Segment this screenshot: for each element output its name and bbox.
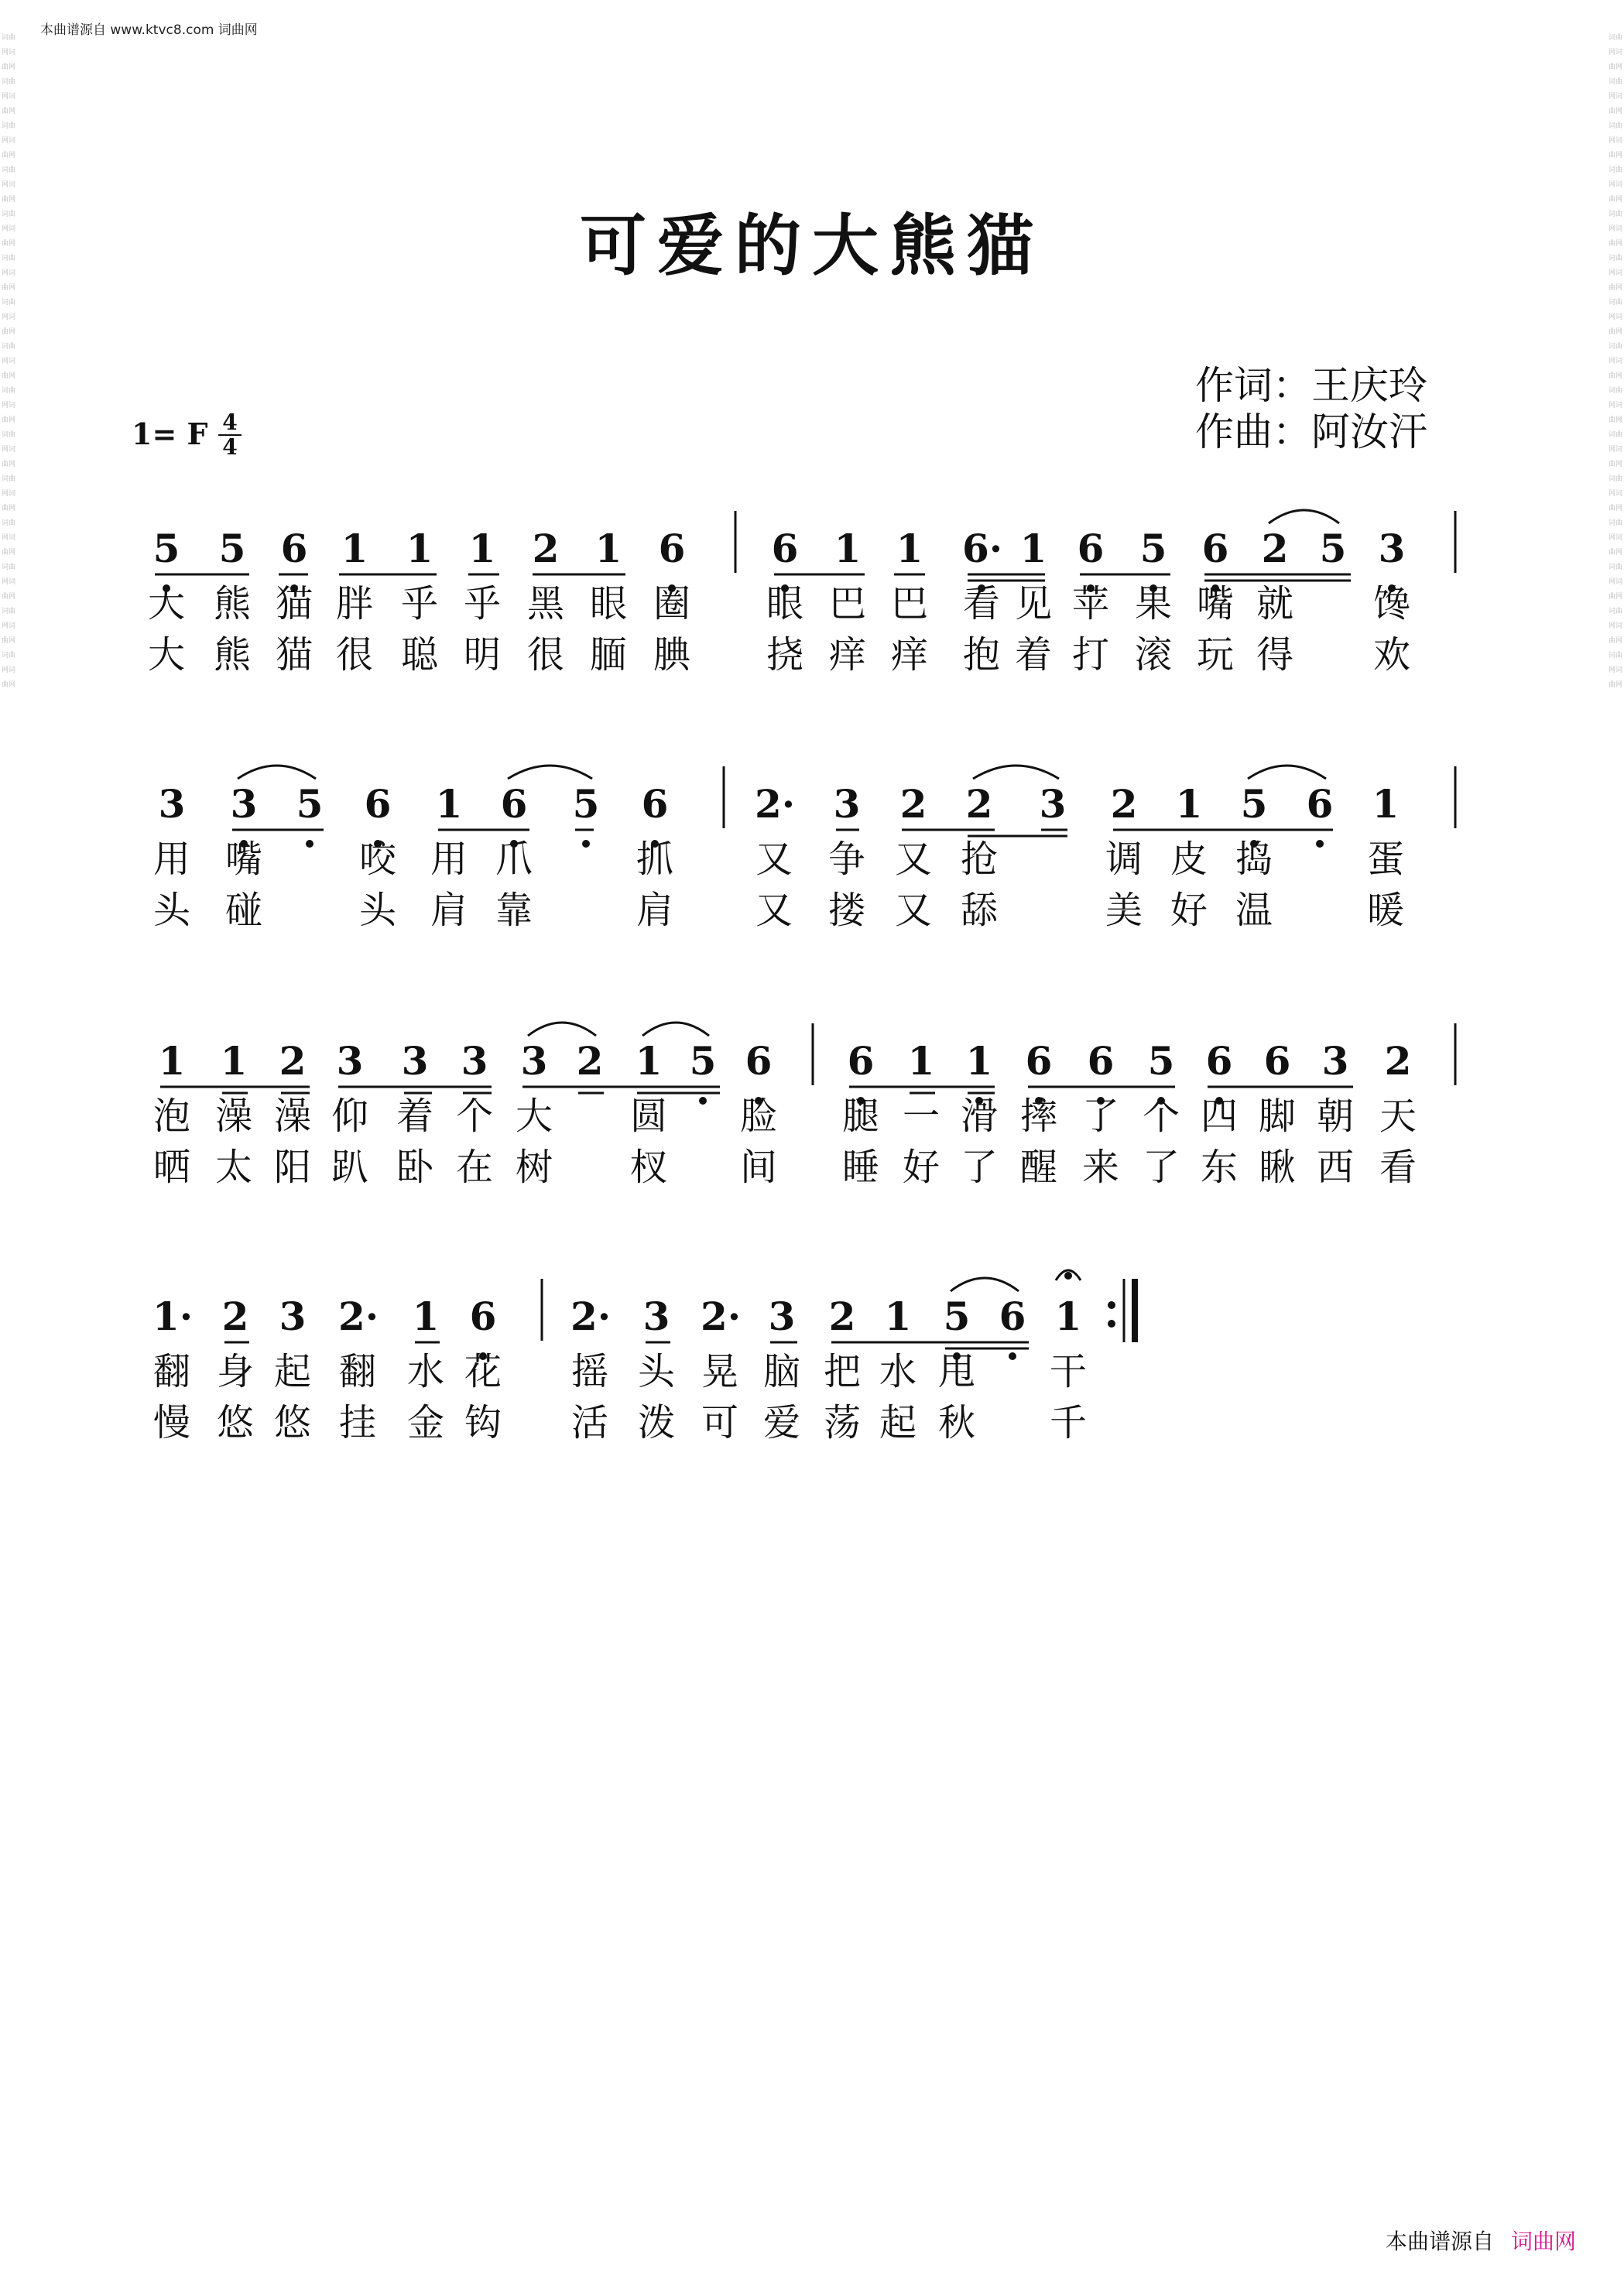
lyric-verse-2: 欢	[1372, 633, 1410, 677]
lyric-verse-2: 舔	[960, 889, 998, 932]
note: 2	[532, 526, 560, 571]
lyric-verse-1: 一	[902, 1095, 940, 1138]
note: 1	[158, 1038, 186, 1084]
time-bottom: 4	[222, 434, 238, 460]
slur-mark	[238, 766, 316, 779]
low-octave-dot	[306, 840, 313, 848]
note: 1	[635, 1038, 663, 1084]
note: 1	[907, 1038, 935, 1084]
source-header: 本曲谱源自 www.ktvc8.com 词曲网	[40, 22, 258, 38]
note: 3	[401, 1038, 429, 1084]
note: 5	[943, 1293, 971, 1339]
note: 6·	[962, 526, 1003, 571]
note: 2	[899, 781, 927, 827]
note: 1	[1054, 1293, 1082, 1339]
lyric-verse-1: 又	[894, 838, 932, 881]
note: 3	[768, 1293, 796, 1339]
side-watermark-right: 词曲网词曲网词曲网词曲网词曲网词曲网词曲网词曲网词曲网词曲网词曲网词曲网词曲网词曲网词曲网词曲网词曲网词曲网词曲网词曲网词曲网词曲网词曲网词曲网词曲网词曲网词曲网词曲网词曲网词曲网	[1609, 34, 1623, 689]
lyric-verse-2: 醒	[1019, 1146, 1057, 1189]
lyric-verse-2: 好	[1170, 889, 1208, 932]
lyric-verse-1: 馋	[1372, 582, 1410, 625]
lyric-verse-2: 靠	[495, 889, 533, 932]
lyric-verse-1: 滑	[960, 1095, 998, 1138]
note: 3	[336, 1038, 364, 1084]
note: 5	[689, 1038, 717, 1084]
song-title: 可爱的大熊猫	[580, 207, 1044, 285]
note: 6	[1087, 1038, 1115, 1084]
slur-mark	[1269, 510, 1339, 523]
lyric-verse-2: 荡	[823, 1401, 861, 1444]
lyric-verse-2: 慢	[152, 1401, 190, 1444]
lyric-verse-1: 咬	[358, 838, 396, 881]
lyric-verse-1: 把	[823, 1350, 861, 1393]
lyric-verse-2: 很	[526, 633, 564, 677]
lyric-verse-2: 杈	[629, 1146, 667, 1189]
lyric-verse-1: 胖	[335, 582, 373, 625]
lyric-verse-1: 澡	[214, 1095, 252, 1138]
slur-mark	[508, 766, 592, 779]
lyric-verse-1: 熊	[213, 582, 251, 625]
lyric-verse-2: 西	[1316, 1146, 1354, 1189]
lyric-verse-2: 很	[335, 633, 373, 677]
lyric-verse-1: 摇	[570, 1350, 608, 1393]
lyric-verse-2: 明	[463, 633, 501, 677]
note: 2	[576, 1038, 604, 1084]
note: 2·	[570, 1293, 612, 1339]
lyric-verse-2: 好	[902, 1146, 940, 1189]
note: 2	[221, 1293, 249, 1339]
note: 6	[745, 1038, 773, 1084]
lyric-verse-1: 摔	[1019, 1095, 1057, 1138]
footer	[1386, 2225, 1576, 2256]
lyric-verse-1: 水	[406, 1350, 444, 1393]
note: 2	[1261, 526, 1289, 571]
lyric-verse-2: 阳	[273, 1146, 311, 1189]
note: 2·	[338, 1293, 379, 1339]
lyric-verse-2: 挠	[766, 633, 803, 677]
note: 5	[1240, 781, 1268, 827]
note: 1	[1019, 526, 1047, 571]
note: 2·	[701, 1293, 742, 1339]
lyric-verse-1: 抓	[636, 838, 673, 881]
lyric-verse-2: 千	[1049, 1401, 1087, 1444]
note: 2	[279, 1038, 307, 1084]
lyricist-credit: 作词：王庆玲	[1195, 363, 1427, 408]
note: 6	[280, 526, 308, 571]
note: 6	[999, 1293, 1026, 1339]
note: 5	[1139, 526, 1167, 571]
lyric-verse-1: 乎	[400, 582, 438, 625]
note: 3	[230, 781, 258, 827]
note: 3	[1039, 781, 1067, 827]
lyric-verse-1: 水	[879, 1350, 916, 1393]
low-octave-dot	[1009, 1352, 1016, 1360]
side-watermark-left: 词曲网词曲网词曲网词曲网词曲网词曲网词曲网词曲网词曲网词曲网词曲网词曲网词曲网词曲网词曲网词曲网词曲网词曲网词曲网词曲网词曲网词曲网词曲网词曲网词曲网词曲网词曲网词曲网词曲网词曲网	[2, 34, 16, 689]
lyric-verse-1: 又	[755, 838, 793, 881]
lyric-verse-2: 挂	[338, 1401, 376, 1444]
note: 6	[1263, 1038, 1291, 1084]
lyric-verse-1: 看	[962, 582, 1000, 625]
note: 2	[1384, 1038, 1412, 1084]
lyric-verse-2: 温	[1235, 889, 1273, 932]
lyric-verse-1: 脑	[762, 1350, 800, 1393]
lyric-verse-1: 头	[637, 1350, 675, 1393]
lyric-verse-1: 猫	[275, 582, 313, 625]
slur-mark	[951, 1278, 1019, 1291]
lyric-verse-2: 东	[1200, 1146, 1238, 1189]
key-signature: 1= F	[132, 416, 208, 451]
lyric-verse-2: 美	[1105, 889, 1143, 932]
lyric-verse-1: 身	[216, 1350, 254, 1393]
slur-mark	[973, 766, 1059, 779]
note: 1	[435, 781, 463, 827]
note: 1	[896, 526, 923, 571]
note: 3	[279, 1293, 307, 1339]
lyric-verse-1: 天	[1379, 1095, 1417, 1138]
note: 6	[1306, 781, 1334, 827]
lyric-verse-1: 眼	[589, 582, 627, 625]
note: 1	[594, 526, 622, 571]
lyric-verse-1: 翻	[338, 1350, 376, 1393]
lyric-verse-1: 调	[1105, 838, 1143, 881]
lyric-verse-1: 巴	[828, 582, 866, 625]
lyric-verse-2: 搂	[827, 889, 865, 932]
lyric-verse-1: 捣	[1235, 838, 1273, 881]
lyric-verse-2: 玩	[1196, 633, 1234, 677]
time-top: 4	[222, 409, 238, 435]
note: 5	[218, 526, 246, 571]
lyric-verse-2: 痒	[828, 633, 866, 677]
lyric-verse-2: 熊	[213, 633, 251, 677]
lyric-verse-1: 四	[1200, 1095, 1238, 1138]
lyric-verse-2: 头	[358, 889, 396, 932]
note: 5	[296, 781, 324, 827]
lyric-verse-2: 爱	[762, 1401, 800, 1444]
lyric-verse-2: 活	[570, 1401, 608, 1444]
lyric-verse-1: 大	[147, 582, 185, 625]
lyric-verse-1: 晃	[701, 1350, 738, 1393]
slur-mark	[1248, 766, 1326, 779]
lyric-verse-1: 腿	[841, 1095, 879, 1138]
lyric-verse-2: 抱	[962, 633, 1000, 677]
lyric-verse-2: 晒	[152, 1146, 190, 1189]
note: 1	[1372, 781, 1400, 827]
lyric-verse-2: 猫	[275, 633, 313, 677]
lyric-verse-2: 肩	[430, 889, 468, 932]
lyric-verse-1: 乎	[463, 582, 501, 625]
lyric-verse-1: 甩	[937, 1350, 975, 1393]
lyric-verse-1: 用	[430, 838, 468, 881]
lyric-verse-1: 用	[152, 838, 190, 881]
note: 5	[152, 526, 180, 571]
lyric-verse-2: 太	[214, 1146, 252, 1189]
lyric-verse-2: 碰	[224, 889, 262, 932]
lyric-verse-2: 来	[1081, 1146, 1119, 1189]
note: 5	[1147, 1038, 1175, 1084]
lyric-verse-2: 打	[1071, 633, 1109, 677]
note: 3	[520, 1038, 548, 1084]
lyric-verse-2: 肩	[636, 889, 673, 932]
lyric-verse-1: 翻	[152, 1350, 190, 1393]
lyric-verse-1: 圆	[629, 1095, 667, 1138]
lyric-verse-1: 干	[1049, 1350, 1087, 1393]
note: 5	[572, 781, 600, 827]
lyric-verse-2: 又	[894, 889, 932, 932]
fermata-dot	[1064, 1272, 1072, 1280]
lyric-verse-2: 了	[960, 1146, 998, 1189]
lyric-verse-1: 圈	[653, 582, 690, 625]
composer-credit: 作曲：阿汝汗	[1195, 409, 1427, 454]
lyric-verse-1: 澡	[273, 1095, 311, 1138]
lyric-verse-2: 得	[1256, 633, 1293, 677]
slur-mark	[642, 1023, 709, 1036]
low-octave-dot	[582, 840, 590, 848]
note: 3	[1378, 526, 1406, 571]
note: 6	[641, 781, 669, 827]
lyric-verse-1: 眼	[766, 582, 803, 625]
note: 2	[965, 781, 993, 827]
lyric-verse-2: 卧	[396, 1146, 433, 1189]
lyric-verse-1: 苹	[1071, 582, 1109, 625]
note: 1	[834, 526, 862, 571]
note: 6	[1025, 1038, 1053, 1084]
lyric-verse-1: 皮	[1170, 838, 1208, 881]
note: 1	[220, 1038, 248, 1084]
lyric-verse-2: 滚	[1134, 633, 1172, 677]
note: 2	[828, 1293, 856, 1339]
lyric-verse-2: 睡	[841, 1146, 879, 1189]
lyric-verse-2: 瞅	[1258, 1146, 1296, 1189]
slur-mark	[528, 1023, 596, 1036]
lyric-verse-2: 趴	[331, 1146, 368, 1189]
lyric-verse-2: 起	[879, 1401, 916, 1444]
lyric-verse-2: 腼	[589, 633, 627, 677]
lyric-verse-2: 大	[147, 633, 185, 677]
lyric-verse-1: 大	[515, 1095, 553, 1138]
lyric-verse-1: 嘴	[224, 838, 262, 881]
note: 3	[1321, 1038, 1349, 1084]
lyric-verse-1: 嘴	[1196, 582, 1234, 625]
note: 3	[158, 781, 186, 827]
note: 1	[965, 1038, 993, 1084]
lyric-verse-1: 着	[396, 1095, 433, 1138]
lyric-verse-2: 悠	[273, 1401, 311, 1444]
repeat-dot	[1108, 1301, 1115, 1309]
lyric-verse-1: 就	[1256, 582, 1293, 625]
lyric-verse-1: 泡	[152, 1095, 190, 1138]
lyric-verse-1: 个	[455, 1095, 493, 1138]
lyric-verse-1: 蛋	[1366, 838, 1404, 881]
lyric-verse-2: 树	[515, 1146, 553, 1189]
note: 2·	[755, 781, 796, 827]
note: 3	[461, 1038, 488, 1084]
note: 3	[642, 1293, 670, 1339]
note: 6	[771, 526, 799, 571]
note: 6	[1077, 526, 1105, 571]
lyric-verse-2: 聪	[400, 633, 438, 677]
lyric-verse-1: 了	[1081, 1095, 1119, 1138]
lyric-verse-2: 间	[739, 1146, 777, 1189]
repeat-dot	[1108, 1320, 1115, 1328]
note: 6	[500, 781, 528, 827]
lyric-verse-1: 起	[273, 1350, 311, 1393]
note: 3	[833, 781, 861, 827]
footer-brand: 词曲网	[1510, 2229, 1576, 2254]
note: 1	[884, 1293, 912, 1339]
lyric-verse-2: 看	[1379, 1146, 1417, 1189]
note: 5	[1319, 526, 1347, 571]
lyric-verse-2: 头	[152, 889, 190, 932]
note: 1	[406, 526, 433, 571]
lyric-verse-2: 了	[1142, 1146, 1180, 1189]
note: 2	[1110, 781, 1138, 827]
lyric-verse-2: 在	[455, 1146, 493, 1189]
lyric-verse-2: 可	[701, 1401, 738, 1444]
low-octave-dot	[699, 1097, 707, 1105]
lyric-verse-2: 金	[406, 1401, 444, 1444]
lyric-verse-2: 泼	[637, 1401, 675, 1444]
lyric-verse-1: 爪	[495, 838, 533, 881]
lyric-verse-1: 见	[1014, 582, 1052, 625]
note: 1	[468, 526, 496, 571]
note: 1	[341, 526, 368, 571]
lyric-verse-1: 巴	[890, 582, 928, 625]
note: 1	[1175, 781, 1203, 827]
note: 1·	[152, 1293, 194, 1339]
note: 6	[847, 1038, 875, 1084]
lyric-verse-2: 腆	[653, 633, 690, 677]
lyric-verse-2: 着	[1014, 633, 1052, 677]
lyric-verse-1: 个	[1142, 1095, 1180, 1138]
note: 6	[1205, 1038, 1233, 1084]
lyric-verse-2: 悠	[216, 1401, 254, 1444]
lyric-verse-2: 秋	[937, 1401, 975, 1444]
lyric-verse-1: 仰	[331, 1095, 368, 1138]
note: 6	[658, 526, 686, 571]
note: 6	[1201, 526, 1229, 571]
lyric-verse-1: 抢	[960, 838, 998, 881]
lyric-verse-2: 又	[755, 889, 793, 932]
lyric-verse-2: 痒	[890, 633, 928, 677]
note: 1	[412, 1293, 440, 1339]
lyric-verse-2: 钩	[464, 1401, 502, 1444]
lyric-verse-1: 果	[1134, 582, 1172, 625]
lyric-verse-1: 脚	[1258, 1095, 1296, 1138]
lyric-verse-1: 花	[464, 1350, 502, 1393]
note: 6	[364, 781, 392, 827]
lyric-verse-1: 争	[827, 838, 865, 881]
lyric-verse-2: 暖	[1366, 889, 1404, 932]
lyric-verse-1: 朝	[1316, 1095, 1354, 1138]
note: 6	[469, 1293, 497, 1339]
lyric-verse-1: 脸	[739, 1095, 777, 1138]
low-octave-dot	[1316, 840, 1324, 848]
footer-source: 本曲谱源自	[1385, 2229, 1494, 2254]
lyric-verse-1: 黑	[526, 582, 564, 625]
